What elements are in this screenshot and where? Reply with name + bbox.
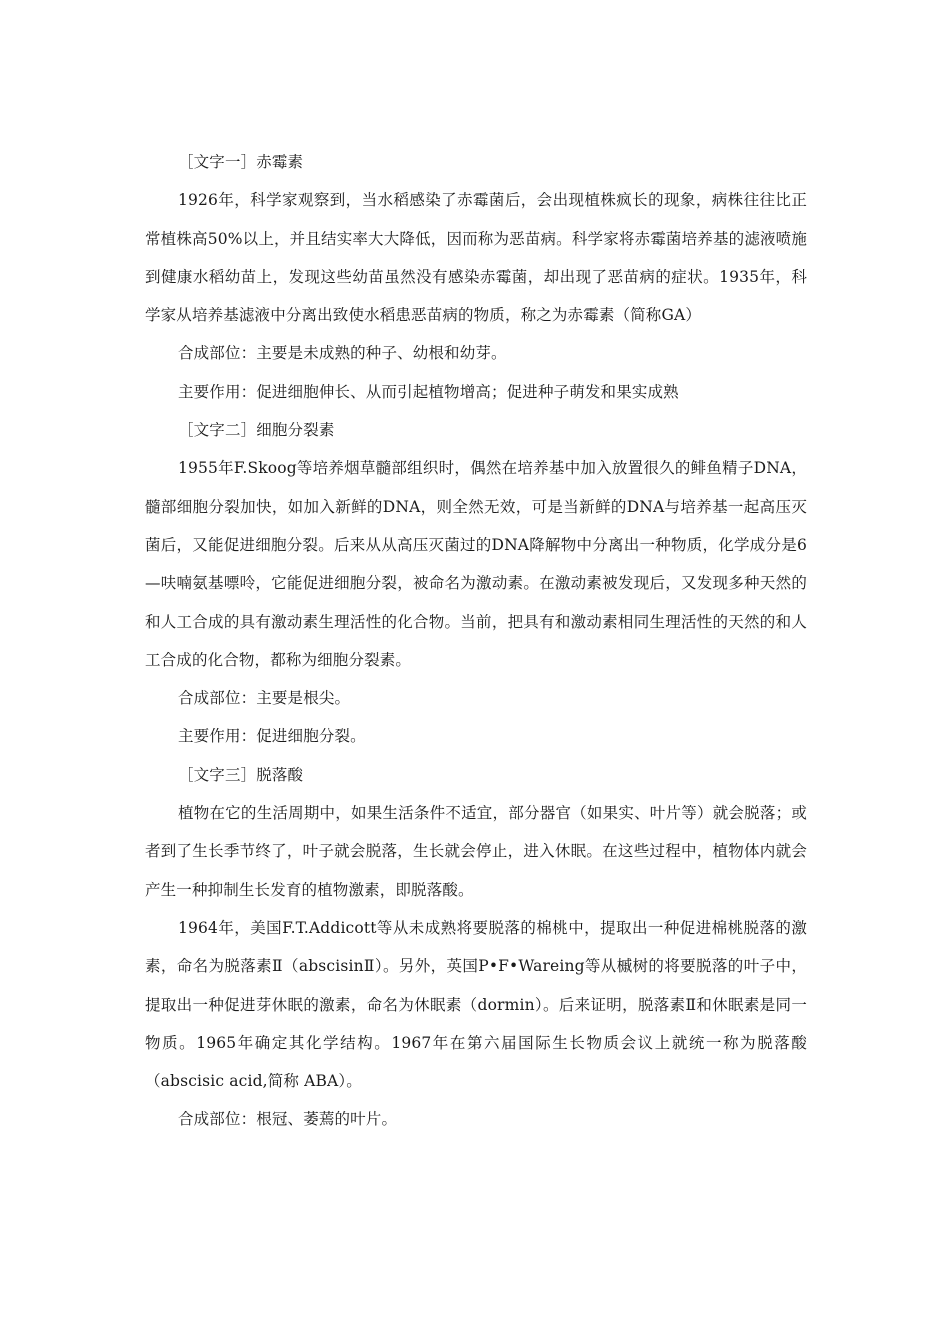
paragraph-gibberellin-history: 1926年，科学家观察到，当水稻感染了赤霉菌后，会出现植株疯长的现象，病株往往比正常植株高50%以上，并且结实率大大降低，因而称为恶苗病。科学家将赤霉菌培养基的滤液喷施到健康水稻幼苗上，发现这些幼苗虽然没有感染赤霉菌，却出现了恶苗病的症状。1935年，科学家从培养基滤液中分离出致使水稻患恶苗病的物质，称之为赤霉素（简称GA） <box>145 191 807 325</box>
document-page <box>145 143 807 1139</box>
paragraph-gibberellin-function: 主要作用：促进细胞伸长、从而引起植物增高；促进种子萌发和果实成熟 <box>178 382 679 401</box>
section-heading-gibberellin: ［文字一］赤霉素 <box>178 153 304 171</box>
section-heading-abscisic-acid: ［文字三］脱落酸 <box>178 765 304 784</box>
paragraph-abscisic-acid-history: 1964年，美国F.T.Addicott等从未成熟将要脱落的棉桃中，提取出一种促进棉桃脱落的激素，命名为脱落素Ⅱ（abscisinⅡ）。另外，英国P•F•Wareing等从槭树的将要脱落的叶子中，提取出一种促进芽休眠的激素，命名为休眠素（dormin）。后来证明，脱落素Ⅱ和休眠素是同一物质。1965年确定其化学结构。1967年在第六届国际生长物质会议上就统一称为脱落酸（abscisic acid,简称 ABA）。 <box>145 918 807 1091</box>
paragraph-abscisic-acid-synthesis-site: 合成部位：根冠、萎蔫的叶片。 <box>178 1110 398 1129</box>
paragraph-abscisic-acid-intro: 植物在它的生活周期中，如果生活条件不适宜，部分器官（如果实、叶片等）就会脱落；或者到了生长季节终了，叶子就会脱落，生长就会停止，进入休眠。在这些过程中，植物体内就会产生一种抑制生长发育的植物激素，即脱落酸。 <box>145 804 807 899</box>
paragraph-cytokinin-history: 1955年F.Skoog等培养烟草髓部组织时，偶然在培养基中加入放置很久的鲱鱼精子DNA，髓部细胞分裂加快，如加入新鲜的DNA，则全然无效，可是当新鲜的DNA与培养基一起高压灭菌后，又能促进细胞分裂。后来从从高压灭菌过的DNA降解物中分离出一种物质，化学成分是6—呋喃氨基嘌呤，它能促进细胞分裂，被命名为激动素。在激动素被发现后，又发现多种天然的和人工合成的具有激动素生理活性的化合物。当前，把具有和激动素相同生理活性的天然的和人工合成的化合物，都称为细胞分裂素。 <box>145 459 807 669</box>
paragraph-cytokinin-function: 主要作用：促进细胞分裂。 <box>178 727 366 746</box>
section-heading-cytokinin: ［文字二］细胞分裂素 <box>178 421 335 440</box>
paragraph-cytokinin-synthesis-site: 合成部位：主要是根尖。 <box>178 689 351 708</box>
paragraph-gibberellin-synthesis-site: 合成部位：主要是未成熟的种子、幼根和幼芽。 <box>178 344 507 363</box>
